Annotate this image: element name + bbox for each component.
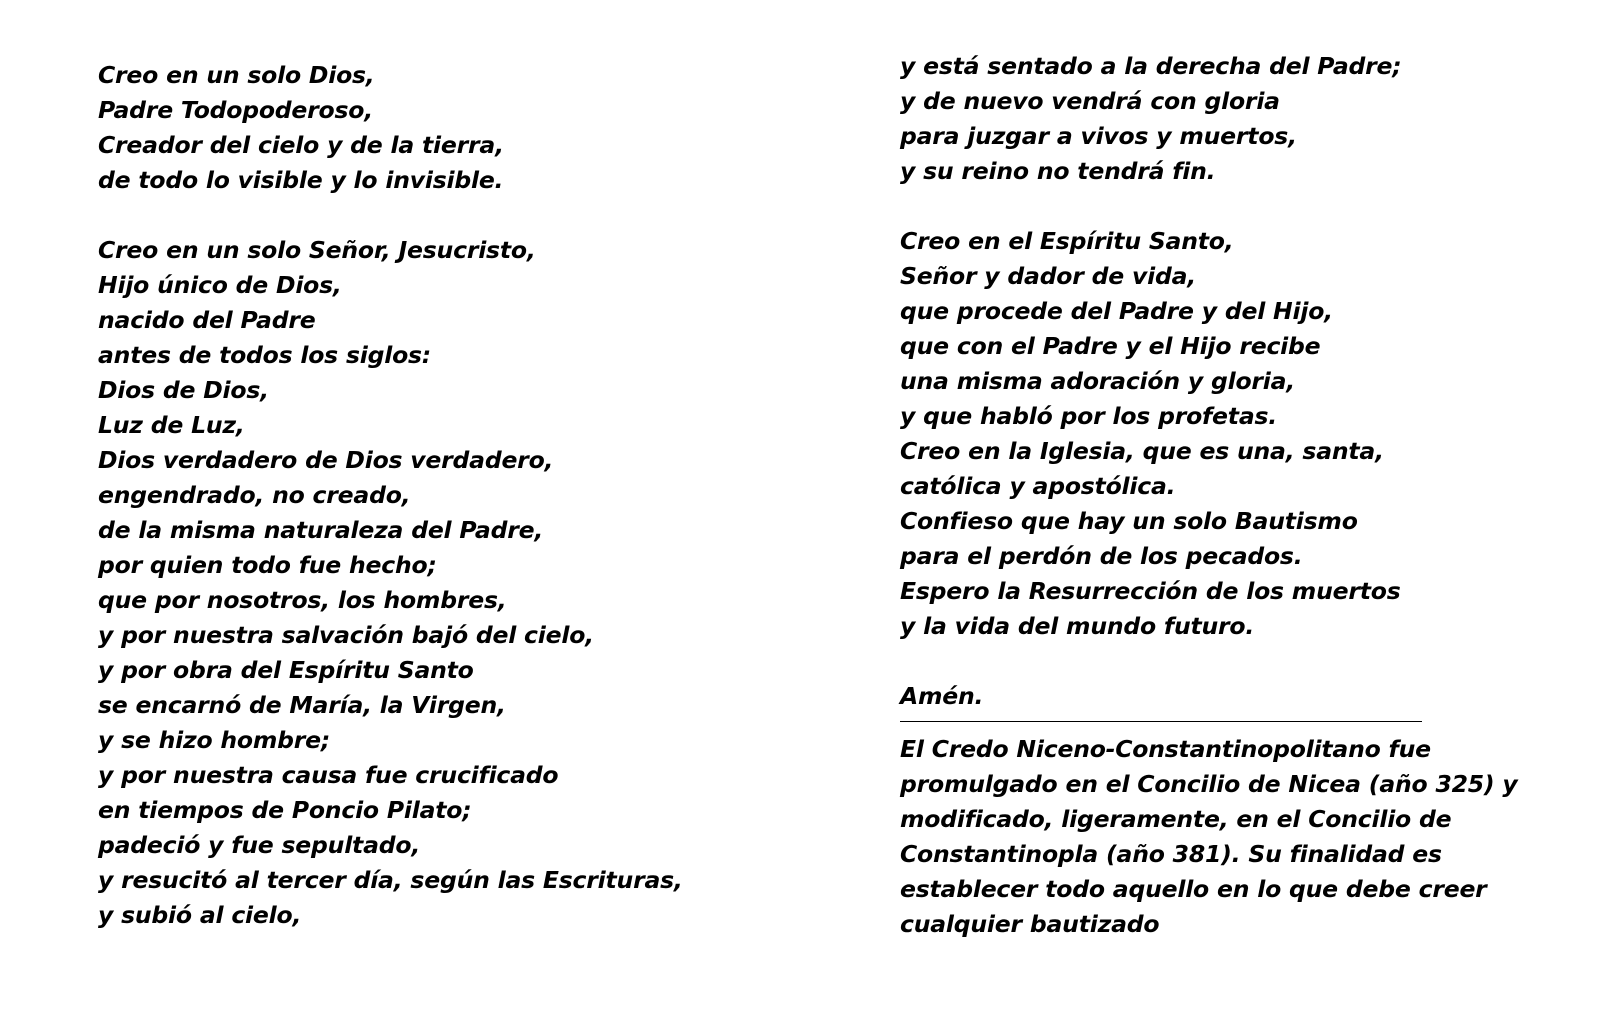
left-column <box>98 58 838 933</box>
text-line: antes de todos los siglos: <box>98 341 432 369</box>
text-line: y por nuestra salvación bajó del cielo, <box>98 621 594 649</box>
text-line: y por nuestra causa fue crucificado <box>98 761 559 789</box>
text-line: una misma adoración y gloria, <box>900 367 1296 395</box>
stanza-jesus <box>98 233 838 933</box>
text-line: en tiempos de Poncio Pilato; <box>98 796 472 824</box>
text-line: se encarnó de María, la Virgen, <box>98 691 506 719</box>
text-line: Dios verdadero de Dios verdadero, <box>98 446 554 474</box>
text-line: Luz de Luz, <box>98 411 245 439</box>
text-line: Dios de Dios, <box>98 376 269 404</box>
stanza-creator <box>98 58 838 198</box>
text-line: de todo lo visible y lo invisible. <box>98 166 504 194</box>
text-line: y la vida del mundo futuro. <box>900 612 1255 640</box>
text-line: Creo en la Iglesia, que es una, santa, <box>900 437 1384 465</box>
right-column <box>900 49 1540 942</box>
text-line: de la misma naturaleza del Padre, <box>98 516 544 544</box>
stanza-gap <box>900 644 1540 679</box>
footnote-line: modificado, ligeramente, en el Concilio de <box>900 805 1452 833</box>
text-line: Creo en el Espíritu Santo, <box>900 227 1234 255</box>
footnote-line: cualquier bautizado <box>900 910 1160 938</box>
text-line: y de nuevo vendrá con gloria <box>900 87 1280 115</box>
text-line: Confieso que hay un solo Bautismo <box>900 507 1358 535</box>
text-line: Espero la Resurrección de los muertos <box>900 577 1401 605</box>
footnote <box>900 732 1540 942</box>
footnote-line: establecer todo aquello en lo que debe creer <box>900 875 1487 903</box>
text-line: y subió al cielo, <box>98 901 302 929</box>
text-line: Creo en un solo Señor, Jesucristo, <box>98 236 536 264</box>
text-line: nacido del Padre <box>98 306 316 334</box>
text-line: católica y apostólica. <box>900 472 1176 500</box>
text-line: padeció y fue sepultado, <box>98 831 421 859</box>
text-line: y que habló por los profetas. <box>900 402 1277 430</box>
text-line: Creo en un solo Dios, <box>98 61 375 89</box>
text-line: para el perdón de los pecados. <box>900 542 1303 570</box>
footnote-line: El Credo Niceno-Constantinopolitano fue <box>900 735 1431 763</box>
text-line: Hijo único de Dios, <box>98 271 342 299</box>
stanza-second-coming <box>900 49 1540 189</box>
text-line: que con el Padre y el Hijo recibe <box>900 332 1321 360</box>
text-line: que por nosotros, los hombres, <box>98 586 507 614</box>
amen-text: Amén. <box>900 682 984 710</box>
text-line: que procede del Padre y del Hijo, <box>900 297 1333 325</box>
text-line: y su reino no tendrá fin. <box>900 157 1216 185</box>
text-line: por quien todo fue hecho; <box>98 551 437 579</box>
text-line: engendrado, no creado, <box>98 481 411 509</box>
text-line: Señor y dador de vida, <box>900 262 1196 290</box>
divider <box>900 721 1422 722</box>
text-line: Padre Todopoderoso, <box>98 96 373 124</box>
text-line: Creador del cielo y de la tierra, <box>98 131 504 159</box>
stanza-gap <box>900 189 1540 224</box>
text-line: y por obra del Espíritu Santo <box>98 656 474 684</box>
stanza-gap <box>98 198 838 233</box>
footnote-line: promulgado en el Concilio de Nicea (año 325) y <box>900 770 1518 798</box>
stanza-holy-spirit <box>900 224 1540 644</box>
text-line: y resucitó al tercer día, según las Escrituras, <box>98 866 683 894</box>
text-line: y está sentado a la derecha del Padre; <box>900 52 1402 80</box>
text-line: para juzgar a vivos y muertos, <box>900 122 1297 150</box>
text-line: y se hizo hombre; <box>98 726 331 754</box>
footnote-line: Constantinopla (año 381). Su finalidad es <box>900 840 1442 868</box>
